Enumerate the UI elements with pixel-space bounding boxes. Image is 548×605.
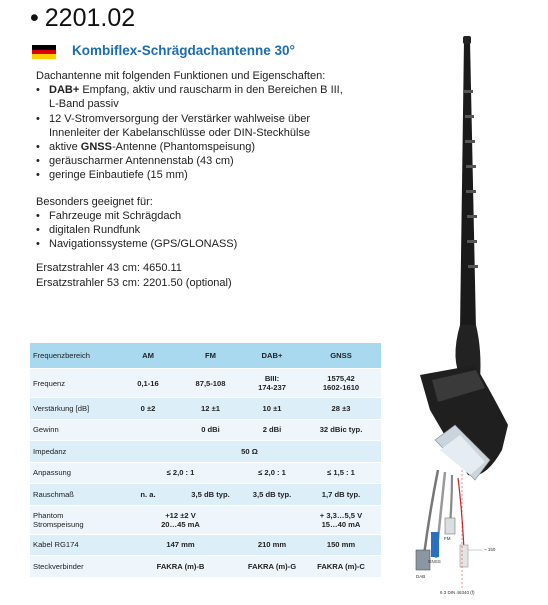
bullet: • xyxy=(30,4,39,32)
feature-item: • geringe Einbautiefe (15 mm) xyxy=(36,168,366,182)
table-row: Kabel RG174 147 mm 210 mm 150 mm xyxy=(30,534,381,556)
table-row: Verstärkung [dB] 0 ±2 12 ±1 10 ±1 28 ±3 xyxy=(30,398,381,420)
table-row: Phantom Stromspeisung +12 ±2 V 20…45 mA + 3,3…5,5 V 15…40 mA xyxy=(30,505,381,534)
spec-table xyxy=(30,343,381,578)
table-row: Anpassung ≤ 2,0 : 1 ≤ 2,0 : 1 ≤ 1,5 : 1 xyxy=(30,462,381,484)
table-header: FM xyxy=(178,343,243,369)
suited-list xyxy=(36,209,366,252)
drawing-label: DAB xyxy=(416,574,426,579)
product-number-text: 2201.02 xyxy=(44,4,136,32)
drawing-label: 6.3 DIN 46340 (f) xyxy=(440,590,475,595)
table-header: GNSS xyxy=(301,343,381,369)
feature-item: • geräuscharmer Antennenstab (43 cm) xyxy=(36,154,366,168)
feature-item: • 12 V-Stromversorgung der Verstärker wahlweise über Innenleiter der Kabelanschlüsse oder DIN-Steckhülse xyxy=(36,112,366,140)
feature-item: • DAB+ Empfang, aktiv und rauscharm in den Bereichen B III, L-Band passiv xyxy=(36,83,366,111)
drawing-label: ~ 150 xyxy=(484,547,496,552)
drawing-label: FM xyxy=(444,536,451,541)
table-row: Frequenz 0,1-16 87,5-108 BIII: 174-237 1575,42 1602-1610 xyxy=(30,369,381,398)
product-title: Kombiflex-Schrägdachantenne 30° xyxy=(72,43,295,58)
table-row: Rauschmaß n. a. 3,5 dB typ. 3,5 dB typ. 1,7 dB typ. xyxy=(30,484,381,506)
suited-item: • digitalen Rundfunk xyxy=(36,223,366,237)
table-header-row xyxy=(30,343,381,369)
intro-text: Dachantenne mit folgenden Funktionen und Eigenschaften: xyxy=(36,70,326,82)
replacement-line: Ersatzstrahler 53 cm: 2201.50 (optional) xyxy=(36,276,232,289)
description xyxy=(36,69,366,290)
antenna-drawing xyxy=(390,30,548,600)
antenna-illustration xyxy=(390,30,548,600)
table-row: Steckverbinder FAKRA (m)-B FAKRA (m)-G FAKRA (m)-C xyxy=(30,556,381,578)
feature-item: • aktive GNSS-Antenne (Phantomspeisung) xyxy=(36,140,366,154)
feature-list xyxy=(36,83,366,182)
drawing-label: GNSS xyxy=(428,559,441,564)
table-header: AM xyxy=(118,343,178,369)
germany-flag-icon xyxy=(32,45,56,59)
table-header: Frequenzbereich xyxy=(30,343,118,369)
table-row: Gewinn 0 dBi 2 dBi 32 dBic typ. xyxy=(30,419,381,441)
suited-title: Besonders geeignet für: xyxy=(36,195,153,208)
product-number xyxy=(30,4,135,33)
table-row: Impedanz 50 Ω xyxy=(30,441,381,463)
suited-item: • Fahrzeuge mit Schrägdach xyxy=(36,209,366,223)
table-header: DAB+ xyxy=(243,343,301,369)
replacement-line: Ersatzstrahler 43 cm: 4650.11 xyxy=(36,262,182,275)
suited-item: • Navigationssysteme (GPS/GLONASS) xyxy=(36,237,366,251)
